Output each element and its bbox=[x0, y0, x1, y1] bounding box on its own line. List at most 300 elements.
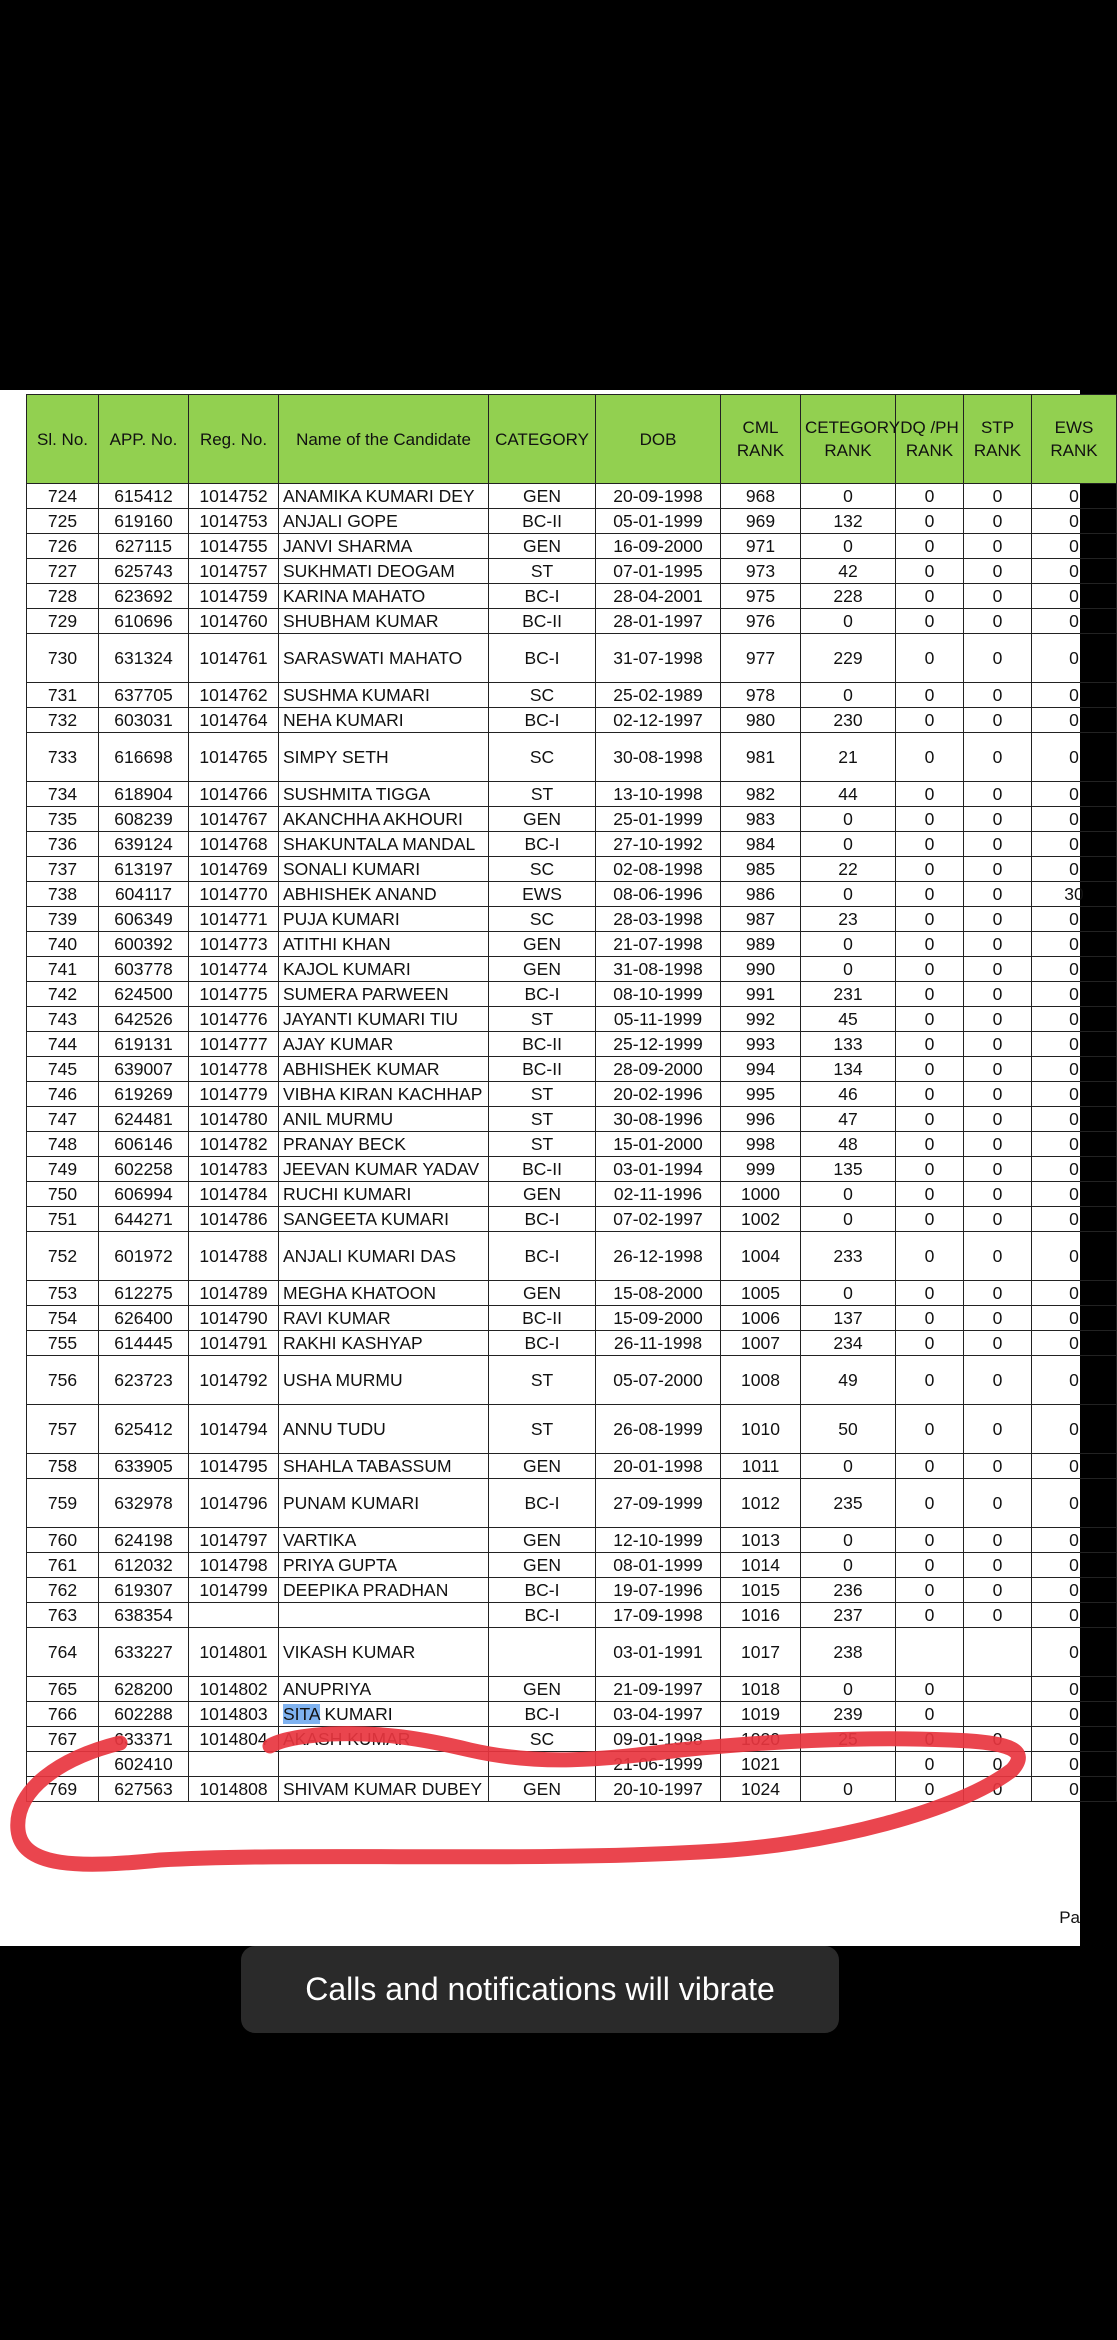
cell-ews-rank: 0 bbox=[1032, 832, 1117, 857]
cell-category: ST bbox=[489, 1405, 596, 1454]
cell-stp-rank: 0 bbox=[964, 559, 1032, 584]
cell-ews-rank: 0 bbox=[1032, 907, 1117, 932]
cell-reg-no: 1014752 bbox=[189, 484, 279, 509]
table-row bbox=[27, 882, 1117, 907]
cell-stp-rank: 0 bbox=[964, 1752, 1032, 1777]
cell-ews-rank: 0 bbox=[1032, 1207, 1117, 1232]
cell-category-rank: 50 bbox=[801, 1405, 896, 1454]
cell-sl-no: 762 bbox=[27, 1578, 99, 1603]
cell-reg-no: 1014808 bbox=[189, 1777, 279, 1802]
document-sheet bbox=[0, 390, 1098, 1946]
table-row bbox=[27, 832, 1117, 857]
cell-dq-ph-rank: 0 bbox=[896, 1479, 964, 1528]
cell-app-no: 600392 bbox=[99, 932, 189, 957]
cell-dob: 15-01-2000 bbox=[596, 1132, 721, 1157]
cell-app-no: 639124 bbox=[99, 832, 189, 857]
cell-ews-rank: 0 bbox=[1032, 1777, 1117, 1802]
cell-stp-rank: 0 bbox=[964, 708, 1032, 733]
cell-candidate-name: DEEPIKA PRADHAN bbox=[279, 1578, 489, 1603]
table-row bbox=[27, 1007, 1117, 1032]
cell-ews-rank: 0 bbox=[1032, 1057, 1117, 1082]
table-row bbox=[27, 534, 1117, 559]
cell-category-rank: 132 bbox=[801, 509, 896, 534]
cell-dq-ph-rank: 0 bbox=[896, 1528, 964, 1553]
cell-ews-rank: 0 bbox=[1032, 1628, 1117, 1677]
table-row bbox=[27, 559, 1117, 584]
cell-dq-ph-rank: 0 bbox=[896, 1281, 964, 1306]
cell-category-rank: 137 bbox=[801, 1306, 896, 1331]
cell-cml-rank: 982 bbox=[721, 782, 801, 807]
header-category: CATEGORY bbox=[489, 395, 596, 484]
cell-reg-no: 1014803 bbox=[189, 1702, 279, 1727]
cell-ews-rank: 0 bbox=[1032, 1281, 1117, 1306]
cell-dob: 30-08-1996 bbox=[596, 1107, 721, 1132]
cell-reg-no: 1014765 bbox=[189, 733, 279, 782]
cell-reg-no: 1014782 bbox=[189, 1132, 279, 1157]
cell-stp-rank: 0 bbox=[964, 1331, 1032, 1356]
cell-dob: 26-12-1998 bbox=[596, 1232, 721, 1281]
table-row bbox=[27, 1777, 1117, 1802]
cell-category: BC-I bbox=[489, 1331, 596, 1356]
cell-reg-no: 1014769 bbox=[189, 857, 279, 882]
cell-stp-rank: 0 bbox=[964, 1182, 1032, 1207]
cell-sl-no: 760 bbox=[27, 1528, 99, 1553]
cell-candidate-name: AKASH KUMAR bbox=[279, 1727, 489, 1752]
cell-stp-rank: 0 bbox=[964, 1777, 1032, 1802]
selected-text[interactable]: SITA bbox=[283, 1703, 320, 1724]
cell-app-no: 623723 bbox=[99, 1356, 189, 1405]
cell-app-no: 627563 bbox=[99, 1777, 189, 1802]
cell-reg-no: 1014796 bbox=[189, 1479, 279, 1528]
cell-sl-no: 758 bbox=[27, 1454, 99, 1479]
table-row bbox=[27, 1032, 1117, 1057]
cell-stp-rank: 0 bbox=[964, 957, 1032, 982]
cell-category bbox=[489, 1752, 596, 1777]
cell-stp-rank: 0 bbox=[964, 1479, 1032, 1528]
cell-category-rank: 0 bbox=[801, 1553, 896, 1578]
cell-candidate-name: PRIYA GUPTA bbox=[279, 1553, 489, 1578]
cell-stp-rank: 0 bbox=[964, 1232, 1032, 1281]
cell-dob: 05-07-2000 bbox=[596, 1356, 721, 1405]
cell-dob: 21-06-1999 bbox=[596, 1752, 721, 1777]
cell-cml-rank: 976 bbox=[721, 609, 801, 634]
cell-reg-no: 1014791 bbox=[189, 1331, 279, 1356]
cell-cml-rank: 1017 bbox=[721, 1628, 801, 1677]
cell-candidate-name: ANJALI KUMARI DAS bbox=[279, 1232, 489, 1281]
table-row bbox=[27, 982, 1117, 1007]
cell-dob: 25-01-1999 bbox=[596, 807, 721, 832]
cell-app-no: 612032 bbox=[99, 1553, 189, 1578]
cell-reg-no: 1014802 bbox=[189, 1677, 279, 1702]
cell-cml-rank: 985 bbox=[721, 857, 801, 882]
cell-category: BC-I bbox=[489, 1479, 596, 1528]
cell-ews-rank: 0 bbox=[1032, 1182, 1117, 1207]
cell-stp-rank: 0 bbox=[964, 1281, 1032, 1306]
header-dq-ph-rank: DQ /PH RANK bbox=[896, 395, 964, 484]
cell-category-rank: 234 bbox=[801, 1331, 896, 1356]
cell-dob: 03-04-1997 bbox=[596, 1702, 721, 1727]
cell-reg-no: 1014790 bbox=[189, 1306, 279, 1331]
cell-ews-rank: 0 bbox=[1032, 1405, 1117, 1454]
cell-stp-rank bbox=[964, 1702, 1032, 1727]
cell-category-rank: 230 bbox=[801, 708, 896, 733]
cell-dq-ph-rank: 0 bbox=[896, 509, 964, 534]
cell-category: BC-I bbox=[489, 1603, 596, 1628]
cell-app-no: 626400 bbox=[99, 1306, 189, 1331]
cell-ews-rank: 0 bbox=[1032, 584, 1117, 609]
cell-cml-rank: 998 bbox=[721, 1132, 801, 1157]
cell-reg-no: 1014757 bbox=[189, 559, 279, 584]
table-row bbox=[27, 1057, 1117, 1082]
cell-sl-no: 731 bbox=[27, 683, 99, 708]
cell-dob: 21-09-1997 bbox=[596, 1677, 721, 1702]
cell-sl-no: 729 bbox=[27, 609, 99, 634]
cell-sl-no: 752 bbox=[27, 1232, 99, 1281]
cell-category: BC-II bbox=[489, 1057, 596, 1082]
cell-category: BC-I bbox=[489, 1702, 596, 1727]
cell-dob: 27-09-1999 bbox=[596, 1479, 721, 1528]
header-reg-no: Reg. No. bbox=[189, 395, 279, 484]
cell-sl-no: 737 bbox=[27, 857, 99, 882]
cell-cml-rank: 977 bbox=[721, 634, 801, 683]
cell-stp-rank: 0 bbox=[964, 1356, 1032, 1405]
table-row bbox=[27, 932, 1117, 957]
cell-reg-no: 1014774 bbox=[189, 957, 279, 982]
cell-candidate-name: SHAKUNTALA MANDAL bbox=[279, 832, 489, 857]
cell-sl-no: 763 bbox=[27, 1603, 99, 1628]
cell-category-rank: 236 bbox=[801, 1578, 896, 1603]
cell-category: SC bbox=[489, 1727, 596, 1752]
cell-app-no: 603031 bbox=[99, 708, 189, 733]
table-row bbox=[27, 957, 1117, 982]
cell-dq-ph-rank: 0 bbox=[896, 1603, 964, 1628]
cell-app-no: 624500 bbox=[99, 982, 189, 1007]
cell-ews-rank: 0 bbox=[1032, 1032, 1117, 1057]
cell-category: ST bbox=[489, 1082, 596, 1107]
cell-ews-rank: 0 bbox=[1032, 982, 1117, 1007]
cell-category-rank bbox=[801, 1752, 896, 1777]
cell-sl-no: 724 bbox=[27, 484, 99, 509]
table-row bbox=[27, 1182, 1117, 1207]
cell-dob: 30-08-1998 bbox=[596, 733, 721, 782]
cell-dob: 15-08-2000 bbox=[596, 1281, 721, 1306]
cell-category: GEN bbox=[489, 1281, 596, 1306]
table-row bbox=[27, 1306, 1117, 1331]
cell-reg-no: 1014760 bbox=[189, 609, 279, 634]
page-label: Pa bbox=[1059, 1908, 1080, 1927]
cell-app-no: 614445 bbox=[99, 1331, 189, 1356]
cell-category-rank: 25 bbox=[801, 1727, 896, 1752]
cell-category: BC-I bbox=[489, 634, 596, 683]
cell-dq-ph-rank: 0 bbox=[896, 484, 964, 509]
cell-category: GEN bbox=[489, 1553, 596, 1578]
cell-app-no: 616698 bbox=[99, 733, 189, 782]
header-app-no: APP. No. bbox=[99, 395, 189, 484]
cell-cml-rank: 1012 bbox=[721, 1479, 801, 1528]
cell-cml-rank: 969 bbox=[721, 509, 801, 534]
cell-ews-rank: 0 bbox=[1032, 1727, 1117, 1752]
cell-app-no: 606146 bbox=[99, 1132, 189, 1157]
cell-category: BC-I bbox=[489, 982, 596, 1007]
cell-dob: 02-08-1998 bbox=[596, 857, 721, 882]
cell-candidate-name: ABHISHEK ANAND bbox=[279, 882, 489, 907]
cell-category: ST bbox=[489, 782, 596, 807]
cell-dob: 20-10-1997 bbox=[596, 1777, 721, 1802]
cell-stp-rank: 0 bbox=[964, 733, 1032, 782]
cell-candidate-name: PRANAY BECK bbox=[279, 1132, 489, 1157]
cell-category: GEN bbox=[489, 1528, 596, 1553]
cell-cml-rank: 1005 bbox=[721, 1281, 801, 1306]
cell-dob: 08-01-1999 bbox=[596, 1553, 721, 1578]
cell-candidate-name: SUSHMA KUMARI bbox=[279, 683, 489, 708]
cell-candidate-name: SANGEETA KUMARI bbox=[279, 1207, 489, 1232]
cell-stp-rank: 0 bbox=[964, 1057, 1032, 1082]
cell-ews-rank: 0 bbox=[1032, 857, 1117, 882]
cell-dq-ph-rank: 0 bbox=[896, 609, 964, 634]
cell-sl-no: 730 bbox=[27, 634, 99, 683]
cell-reg-no: 1014777 bbox=[189, 1032, 279, 1057]
cell-reg-no: 1014794 bbox=[189, 1405, 279, 1454]
cell-ews-rank: 0 bbox=[1032, 559, 1117, 584]
cell-candidate-name: ANUPRIYA bbox=[279, 1677, 489, 1702]
cell-stp-rank bbox=[964, 1677, 1032, 1702]
cell-cml-rank: 1018 bbox=[721, 1677, 801, 1702]
cell-app-no: 624198 bbox=[99, 1528, 189, 1553]
cell-stp-rank: 0 bbox=[964, 1132, 1032, 1157]
cell-dob: 08-10-1999 bbox=[596, 982, 721, 1007]
cell-category-rank: 235 bbox=[801, 1479, 896, 1528]
cell-category: SC bbox=[489, 683, 596, 708]
cell-sl-no: 728 bbox=[27, 584, 99, 609]
cell-cml-rank: 1007 bbox=[721, 1331, 801, 1356]
header-cml-rank: CML RANK bbox=[721, 395, 801, 484]
cell-ews-rank: 0 bbox=[1032, 1752, 1117, 1777]
cell-ews-rank: 0 bbox=[1032, 484, 1117, 509]
cell-stp-rank: 0 bbox=[964, 1454, 1032, 1479]
cell-candidate-name bbox=[279, 1702, 489, 1727]
cell-category: ST bbox=[489, 559, 596, 584]
cell-dq-ph-rank: 0 bbox=[896, 708, 964, 733]
table-row bbox=[27, 807, 1117, 832]
cell-dob: 20-01-1998 bbox=[596, 1454, 721, 1479]
cell-sl-no: 740 bbox=[27, 932, 99, 957]
table-row bbox=[27, 1454, 1117, 1479]
cell-sl-no bbox=[27, 1752, 99, 1777]
cell-dob: 28-04-2001 bbox=[596, 584, 721, 609]
cell-app-no: 601972 bbox=[99, 1232, 189, 1281]
cell-dob: 16-09-2000 bbox=[596, 534, 721, 559]
cell-category-rank: 0 bbox=[801, 807, 896, 832]
cell-candidate-name: SARASWATI MAHATO bbox=[279, 634, 489, 683]
table-row bbox=[27, 683, 1117, 708]
cell-sl-no: 726 bbox=[27, 534, 99, 559]
cell-reg-no: 1014797 bbox=[189, 1528, 279, 1553]
table-row bbox=[27, 509, 1117, 534]
cell-app-no: 618904 bbox=[99, 782, 189, 807]
cell-dq-ph-rank: 0 bbox=[896, 559, 964, 584]
cell-stp-rank: 0 bbox=[964, 907, 1032, 932]
cell-dq-ph-rank: 0 bbox=[896, 982, 964, 1007]
cell-sl-no: 753 bbox=[27, 1281, 99, 1306]
cell-app-no: 602410 bbox=[99, 1752, 189, 1777]
cell-dob: 02-12-1997 bbox=[596, 708, 721, 733]
cell-reg-no: 1014770 bbox=[189, 882, 279, 907]
cell-cml-rank: 1011 bbox=[721, 1454, 801, 1479]
cell-ews-rank: 0 bbox=[1032, 1356, 1117, 1405]
cell-candidate-name: SUKHMATI DEOGAM bbox=[279, 559, 489, 584]
cell-cml-rank: 1024 bbox=[721, 1777, 801, 1802]
cell-ews-rank: 0 bbox=[1032, 1454, 1117, 1479]
cell-ews-rank: 0 bbox=[1032, 534, 1117, 559]
cell-category-rank: 229 bbox=[801, 634, 896, 683]
cell-cml-rank: 999 bbox=[721, 1157, 801, 1182]
cell-cml-rank: 987 bbox=[721, 907, 801, 932]
cell-sl-no: 765 bbox=[27, 1677, 99, 1702]
cell-category: BC-I bbox=[489, 708, 596, 733]
cell-app-no: 638354 bbox=[99, 1603, 189, 1628]
cell-sl-no: 761 bbox=[27, 1553, 99, 1578]
table-row bbox=[27, 1356, 1117, 1405]
cell-category-rank: 135 bbox=[801, 1157, 896, 1182]
cell-dq-ph-rank: 0 bbox=[896, 733, 964, 782]
cell-stp-rank bbox=[964, 1628, 1032, 1677]
cell-dq-ph-rank: 0 bbox=[896, 1677, 964, 1702]
cell-reg-no: 1014773 bbox=[189, 932, 279, 957]
cell-sl-no: 748 bbox=[27, 1132, 99, 1157]
cell-stp-rank: 0 bbox=[964, 1405, 1032, 1454]
cell-category-rank: 0 bbox=[801, 1677, 896, 1702]
cell-category: ST bbox=[489, 1132, 596, 1157]
cell-candidate-name: KAJOL KUMARI bbox=[279, 957, 489, 982]
cell-app-no: 632978 bbox=[99, 1479, 189, 1528]
cell-ews-rank: 0 bbox=[1032, 1677, 1117, 1702]
cell-category-rank: 0 bbox=[801, 1777, 896, 1802]
cell-candidate-name: RAVI KUMAR bbox=[279, 1306, 489, 1331]
cell-dq-ph-rank: 0 bbox=[896, 932, 964, 957]
cell-cml-rank: 975 bbox=[721, 584, 801, 609]
cell-candidate-name: RAKHI KASHYAP bbox=[279, 1331, 489, 1356]
cell-cml-rank: 1021 bbox=[721, 1752, 801, 1777]
cell-candidate-name: AJAY KUMAR bbox=[279, 1032, 489, 1057]
cell-dob: 12-10-1999 bbox=[596, 1528, 721, 1553]
cell-dq-ph-rank: 0 bbox=[896, 1207, 964, 1232]
cell-dob: 07-02-1997 bbox=[596, 1207, 721, 1232]
cell-sl-no: 732 bbox=[27, 708, 99, 733]
cell-app-no: 639007 bbox=[99, 1057, 189, 1082]
cell-category-rank: 0 bbox=[801, 1281, 896, 1306]
cell-app-no: 604117 bbox=[99, 882, 189, 907]
table-body bbox=[27, 484, 1117, 1802]
table-row bbox=[27, 1207, 1117, 1232]
cell-sl-no: 755 bbox=[27, 1331, 99, 1356]
table-row bbox=[27, 1405, 1117, 1454]
cell-ews-rank: 0 bbox=[1032, 1331, 1117, 1356]
cell-reg-no: 1014799 bbox=[189, 1578, 279, 1603]
cell-dob: 27-10-1992 bbox=[596, 832, 721, 857]
cell-ews-rank: 0 bbox=[1032, 683, 1117, 708]
cell-stp-rank: 0 bbox=[964, 832, 1032, 857]
cell-cml-rank: 978 bbox=[721, 683, 801, 708]
cell-app-no: 637705 bbox=[99, 683, 189, 708]
cell-candidate-name bbox=[279, 1752, 489, 1777]
cell-candidate-name: ANAMIKA KUMARI DEY bbox=[279, 484, 489, 509]
cell-app-no: 606349 bbox=[99, 907, 189, 932]
header-ews-rank: EWS RANK bbox=[1032, 395, 1117, 484]
cell-category-rank: 238 bbox=[801, 1628, 896, 1677]
cell-cml-rank: 1004 bbox=[721, 1232, 801, 1281]
cell-ews-rank: 0 bbox=[1032, 1132, 1117, 1157]
cell-cml-rank: 980 bbox=[721, 708, 801, 733]
cell-sl-no: 750 bbox=[27, 1182, 99, 1207]
cell-category: SC bbox=[489, 907, 596, 932]
cell-dq-ph-rank: 0 bbox=[896, 683, 964, 708]
cell-category-rank: 49 bbox=[801, 1356, 896, 1405]
cell-dq-ph-rank: 0 bbox=[896, 957, 964, 982]
cell-sl-no: 736 bbox=[27, 832, 99, 857]
cell-cml-rank: 968 bbox=[721, 484, 801, 509]
cell-cml-rank: 1008 bbox=[721, 1356, 801, 1405]
cell-cml-rank: 995 bbox=[721, 1082, 801, 1107]
cell-candidate-name: PUNAM KUMARI bbox=[279, 1479, 489, 1528]
header-dob: DOB bbox=[596, 395, 721, 484]
cell-category-rank: 133 bbox=[801, 1032, 896, 1057]
cell-reg-no: 1014767 bbox=[189, 807, 279, 832]
cell-ews-rank: 0 bbox=[1032, 807, 1117, 832]
cell-reg-no: 1014783 bbox=[189, 1157, 279, 1182]
cell-category-rank: 134 bbox=[801, 1057, 896, 1082]
cell-category: GEN bbox=[489, 1777, 596, 1802]
cell-cml-rank: 1006 bbox=[721, 1306, 801, 1331]
cell-cml-rank: 984 bbox=[721, 832, 801, 857]
cell-dq-ph-rank: 0 bbox=[896, 1007, 964, 1032]
cell-candidate-name: SHAHLA TABASSUM bbox=[279, 1454, 489, 1479]
cell-app-no: 633227 bbox=[99, 1628, 189, 1677]
cell-sl-no: 727 bbox=[27, 559, 99, 584]
cell-stp-rank: 0 bbox=[964, 782, 1032, 807]
table-row bbox=[27, 1628, 1117, 1677]
cell-category-rank: 0 bbox=[801, 882, 896, 907]
cell-cml-rank: 991 bbox=[721, 982, 801, 1007]
cell-reg-no: 1014775 bbox=[189, 982, 279, 1007]
cell-cml-rank: 971 bbox=[721, 534, 801, 559]
cell-candidate-name: VIKASH KUMAR bbox=[279, 1628, 489, 1677]
cell-dob: 05-01-1999 bbox=[596, 509, 721, 534]
cell-category: BC-I bbox=[489, 1232, 596, 1281]
table-row bbox=[27, 1107, 1117, 1132]
cell-cml-rank: 993 bbox=[721, 1032, 801, 1057]
table-row bbox=[27, 782, 1117, 807]
cell-candidate-name: SHIVAM KUMAR DUBEY bbox=[279, 1777, 489, 1802]
cell-sl-no: 766 bbox=[27, 1702, 99, 1727]
cell-dob: 28-03-1998 bbox=[596, 907, 721, 932]
cell-reg-no: 1014779 bbox=[189, 1082, 279, 1107]
cell-candidate-name: ANNU TUDU bbox=[279, 1405, 489, 1454]
cell-ews-rank: 0 bbox=[1032, 1528, 1117, 1553]
cell-cml-rank: 1019 bbox=[721, 1702, 801, 1727]
cell-category-rank: 237 bbox=[801, 1603, 896, 1628]
table-header-row bbox=[27, 395, 1117, 484]
cell-dq-ph-rank: 0 bbox=[896, 782, 964, 807]
cell-app-no: 625412 bbox=[99, 1405, 189, 1454]
cell-ews-rank: 0 bbox=[1032, 957, 1117, 982]
cell-cml-rank: 986 bbox=[721, 882, 801, 907]
cell-reg-no: 1014776 bbox=[189, 1007, 279, 1032]
table-row bbox=[27, 857, 1117, 882]
cell-cml-rank: 1015 bbox=[721, 1578, 801, 1603]
cell-category-rank: 0 bbox=[801, 1182, 896, 1207]
cell-app-no: 628200 bbox=[99, 1677, 189, 1702]
cell-dob: 26-11-1998 bbox=[596, 1331, 721, 1356]
